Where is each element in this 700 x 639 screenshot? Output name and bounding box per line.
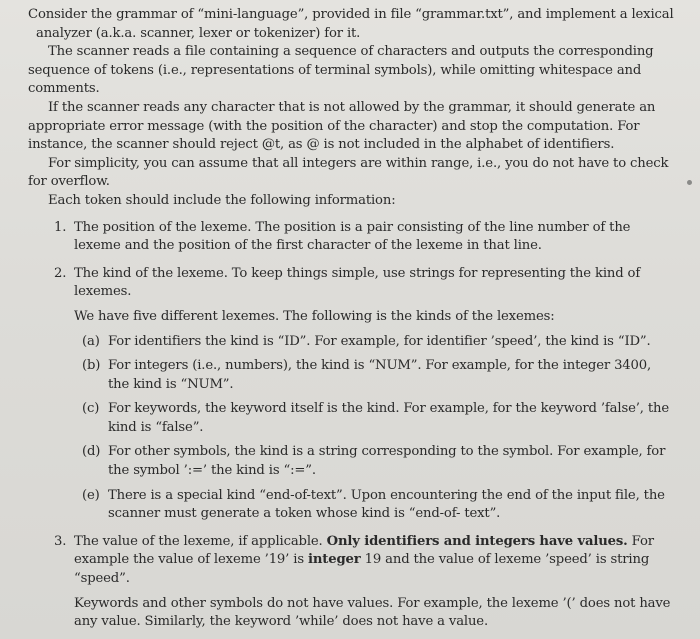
sub-list-label: (d) xyxy=(82,444,101,460)
sub-list-item xyxy=(74,357,674,394)
sub-list-label: (c) xyxy=(82,401,100,417)
lexeme-kinds-list xyxy=(74,333,674,524)
list-item-subtext: Keywords and other symbols do not have values. For example, the lexeme ’(’ does not have any value. Similarly, the keyword ’while’ does not have a value. xyxy=(74,595,671,630)
sub-list-text: There is a special kind “end-of-text”. Upon encountering the end of the input file, the scanner must generate a token whose kind is “end-of- text”. xyxy=(108,487,665,522)
sub-list-label: (e) xyxy=(82,487,100,503)
token-info-list xyxy=(28,219,674,632)
intro-paragraph-2: The scanner reads a file containing a sequence of characters and outputs the corresponding sequence of tokens (i.e., representations of terminal symbols), while omitting whitespace and comments. xyxy=(28,44,654,97)
list-item-subtext: We have five different lexemes. The following is the kinds of the lexemes: xyxy=(74,308,555,324)
list-item xyxy=(28,219,674,256)
sub-list-label: (a) xyxy=(82,333,100,349)
sub-list-text: For identifiers the kind is “ID”. For example, for identifier ’speed’, the kind is “ID”. xyxy=(108,333,651,349)
list-item-number: 1. xyxy=(54,219,67,235)
list-item-number: 2. xyxy=(54,265,67,281)
sub-list-text: For integers (i.e., numbers), the kind is “NUM”. For example, for the integer 3400, the kind is “NUM”. xyxy=(108,358,652,392)
list-item-number: 3. xyxy=(54,533,67,549)
sub-list-text: For other symbols, the kind is a string corresponding to the symbol. For example, for the symbol ’:=’ the kind is “:=”. xyxy=(108,444,666,479)
sub-list-label: (b) xyxy=(82,358,101,374)
text-segment: For example the value of lexeme ’19’ is xyxy=(74,533,654,568)
intro-paragraph-3: If the scanner reads any character that is not allowed by the grammar, it should generate an appropriate error message (with the position of the character) and stop the computation. For instance, the scanner should reject @t, as @ is not included in the alphabet of identifiers. xyxy=(28,99,656,153)
list-item xyxy=(28,265,674,524)
intro-paragraph-5: Each token should include the following information: xyxy=(48,192,396,208)
intro-paragraph-1: Consider the grammar of “mini-language”, provided in file “grammar.txt”, and implement a lexical analyzer (a.k.a. scanner, lexer or tokenizer) for it. xyxy=(28,7,674,41)
sub-list-text: For keywords, the keyword itself is the kind. For example, for the keyword ’false’, the kind is “false”. xyxy=(108,401,669,435)
text-segment: 19 and the value of lexeme ’speed’ is string “speed”. xyxy=(74,552,650,587)
sub-list-item xyxy=(74,400,674,437)
list-item xyxy=(28,533,674,632)
sub-list-item xyxy=(74,333,674,352)
list-item-text: The kind of the lexeme. To keep things simple, use strings for representing the kind of lexemes. xyxy=(74,265,641,300)
list-item-text: The position of the lexeme. The position is a pair consisting of the line number of the lexeme and the position of the first character of the lexeme in that line. xyxy=(74,219,631,254)
intro-paragraph-4: For simplicity, you can assume that all integers are within range, i.e., you do not have to check for overflow. xyxy=(28,155,669,190)
sub-list-item xyxy=(74,443,674,480)
bold-text: Only identifiers and integers have values. xyxy=(326,533,628,549)
bold-text: integer xyxy=(307,552,361,568)
sub-list-item xyxy=(74,487,674,524)
text-segment: The value of the lexeme, if applicable. xyxy=(74,533,327,549)
margin-dot-mark xyxy=(687,180,692,185)
list-item-text xyxy=(74,533,674,589)
